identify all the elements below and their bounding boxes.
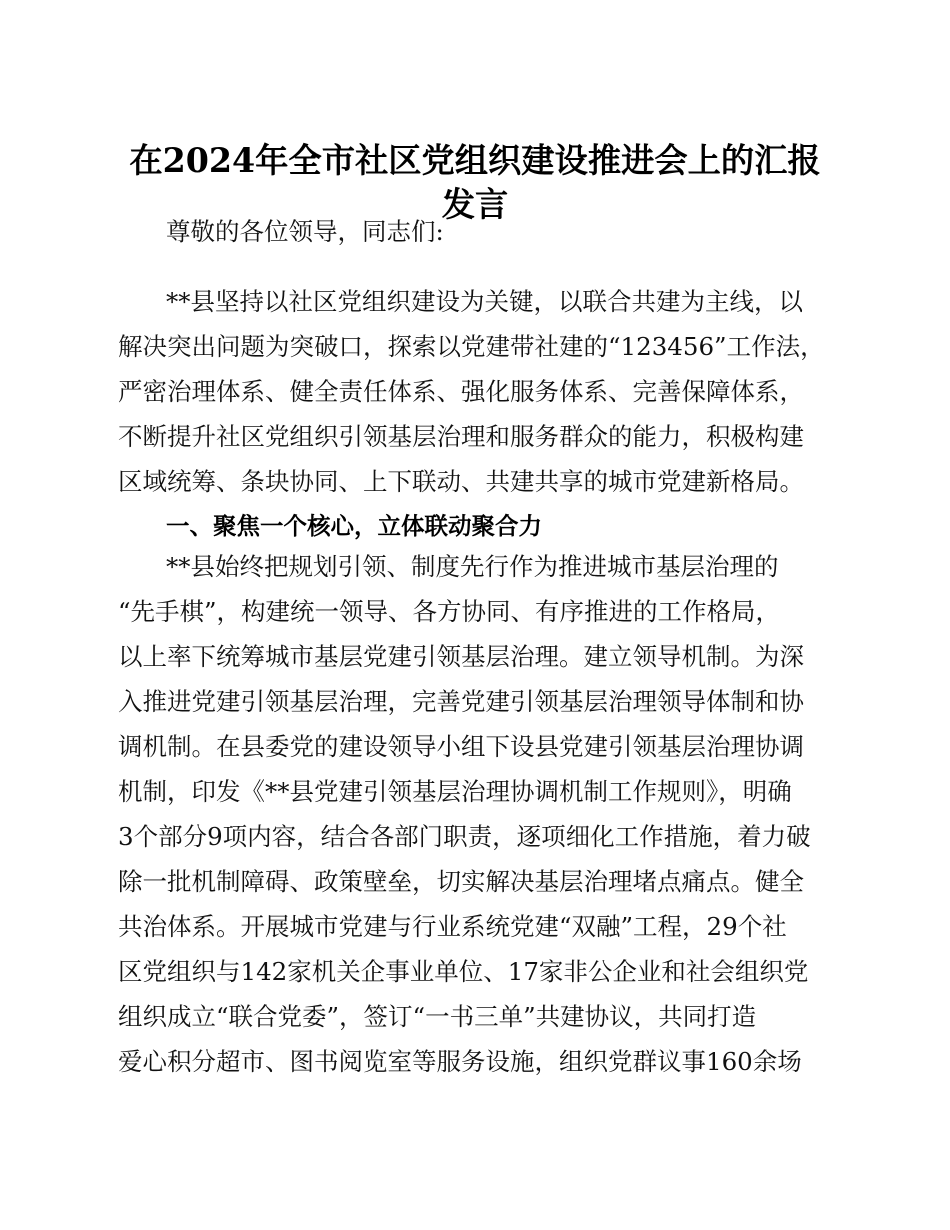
body-line: 组织成立“联合党委”，签订“一书三单”共建协议，共同打造: [118, 1002, 757, 1031]
body-line: 共治体系。开展城市党建与行业系统党建“双融”工程，29个社: [118, 912, 787, 941]
body-line: 3个部分9项内容，结合各部门职责，逐项细化工作措施，着力破: [118, 822, 811, 851]
section-heading: 一、聚焦一个核心，立体联动聚合力: [166, 512, 542, 540]
body-line: 区党组织与142家机关企事业单位、17家非公企业和社会组织党: [118, 957, 809, 986]
body-line: “先手棋”，构建统一领导、各方协同、有序推进的工作格局，: [118, 597, 781, 626]
intro-line: 区域统筹、条块协同、上下联动、共建共享的城市党建新格局。: [118, 467, 804, 496]
intro-line: 不断提升社区党组织引领基层治理和服务群众的能力，积极构建: [118, 422, 804, 451]
salutation: 尊敬的各位领导，同志们:: [166, 217, 444, 246]
body-line: 机制，印发《**县党建引领基层治理协调机制工作规则》，明确: [118, 777, 792, 806]
body-line: 入推进党建引领基层治理，完善党建引领基层治理领导体制和协: [118, 687, 804, 716]
document-title-line-1: 在2024年全市社区党组织建设推进会上的汇报: [129, 141, 821, 180]
body-line: 除一批机制障碍、政策壁垒，切实解决基层治理堵点痛点。健全: [118, 867, 804, 896]
body-line: 以上率下统筹城市基层党建引领基层治理。建立领导机制。为深: [118, 642, 804, 671]
body-line: **县始终把规划引领、制度先行作为推进城市基层治理的: [166, 552, 779, 581]
body-line: 调机制。在县委党的建设领导小组下设县党建引领基层治理协调: [118, 732, 804, 761]
document-title-line-2: 发言: [441, 185, 509, 224]
intro-line: **县坚持以社区党组织建设为关键，以联合共建为主线，以: [166, 287, 803, 316]
body-line: 爱心积分超市、图书阅览室等服务设施，组织党群议事160余场: [118, 1047, 802, 1076]
intro-line: 解决突出问题为突破口，探索以党建带社建的“123456”工作法，: [118, 332, 825, 361]
intro-line: 严密治理体系、健全责任体系、强化服务体系、完善保障体系，: [118, 377, 804, 406]
